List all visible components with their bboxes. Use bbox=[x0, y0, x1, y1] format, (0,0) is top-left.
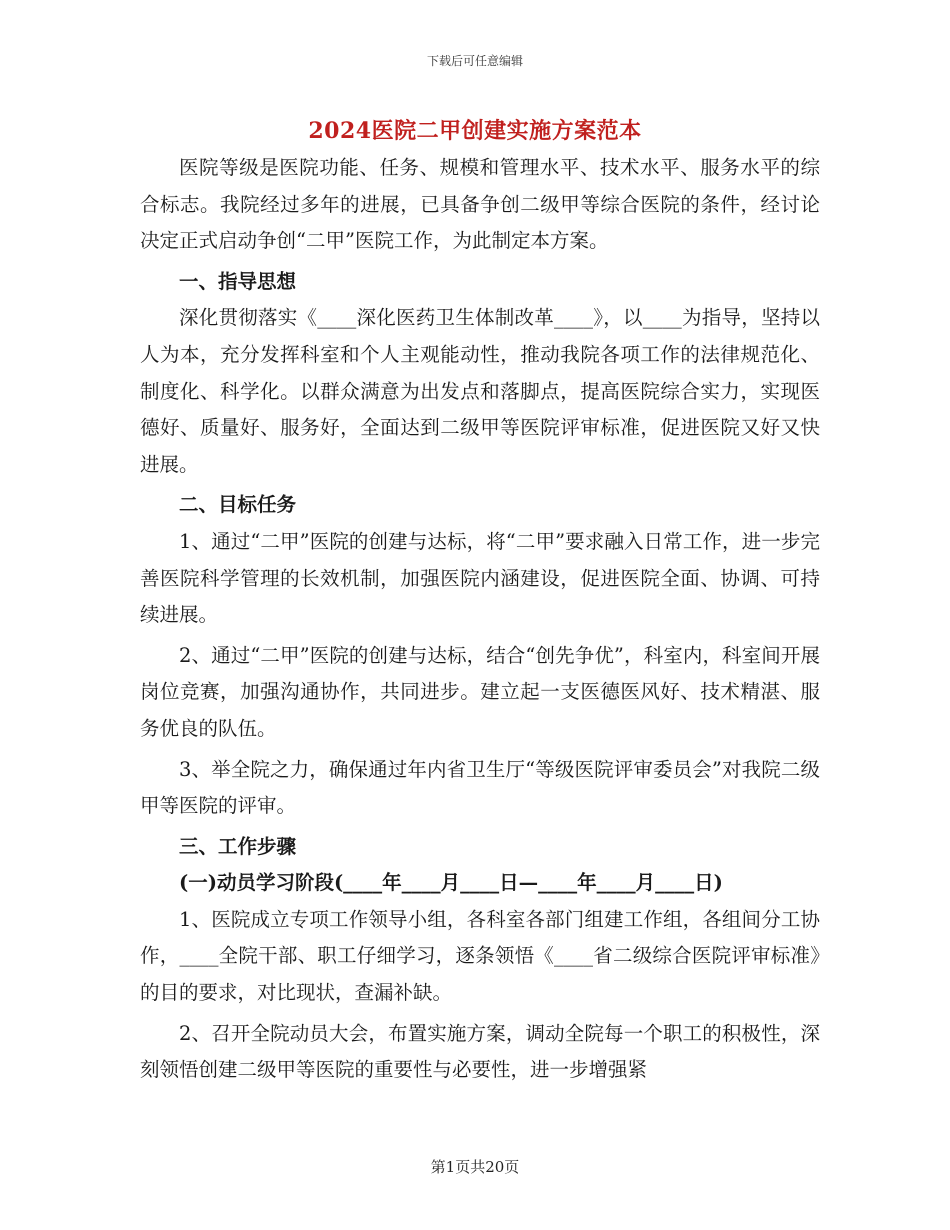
subsection-heading-mobilization: (一)动员学习阶段(____年____月____日—____年____月____日) bbox=[179, 871, 723, 895]
document-title: 2024医院二甲创建实施方案范本 bbox=[308, 118, 642, 144]
section-heading-work-steps: 三、工作步骤 bbox=[179, 834, 297, 858]
goal-item-3: 3、举全院之力，确保通过年内省卫生厅“等级医院评审委员会”对我院二级甲等医院的评审。 bbox=[140, 757, 820, 818]
step-item-2: 2、召开全院动员大会，布置实施方案，调动全院每一个职工的积极性，深刻领悟创建二级甲等医院的重要性与必要性，进一步增强紧 bbox=[140, 1021, 820, 1082]
goal-item-2: 2、通过“二甲”医院的创建与达标，结合“创先争优”，科室内，科室间开展岗位竞赛，加强沟通协作，共同进步。建立起一支医德医风好、技术精湛、服务优良的队伍。 bbox=[140, 643, 820, 740]
goal-item-1: 1、通过“二甲”医院的创建与达标，将“二甲”要求融入日常工作，进一步完善医院科学管理的长效机制，加强医院内涵建设，促进医院全面、协调、可持续进展。 bbox=[140, 529, 820, 627]
intro-paragraph: 医院等级是医院功能、任务、规模和管理水平、技术水平、服务水平的综合标志。我院经过多年的进展，已具备争创二级甲等综合医院的条件，经讨论决定正式启动争创“二甲”医院工作，为此制定本方案。 bbox=[140, 156, 820, 253]
step-item-1: 1、医院成立专项工作领导小组，各科室各部门组建工作组，各组间分工协作，____全院干部、职工仔细学习，逐条领悟《____省二级综合医院评审标准》的目的要求，对比现状，查漏补缺。 bbox=[140, 907, 820, 1005]
page-number-footer: 第1页共20页 bbox=[430, 1158, 520, 1176]
section-heading-guiding-ideology: 一、指导思想 bbox=[179, 269, 297, 293]
document-body bbox=[140, 150, 820, 1089]
section-heading-goals: 二、目标任务 bbox=[179, 493, 297, 517]
guiding-ideology-paragraph: 深化贯彻落实《____深化医药卫生体制改革____》，以____为指导，坚持以人为本，充分发挥科室和个人主观能动性，推动我院各项工作的法律规范化、制度化、科学化。以群众满意为出发点和落脚点，提高医院综合实力，实现医德好、质量好、服务好，全面达到二级甲等医院评审标准，促进医院又好又快进展。 bbox=[140, 306, 820, 476]
header-note: 下载后可任意编辑 bbox=[426, 54, 523, 68]
